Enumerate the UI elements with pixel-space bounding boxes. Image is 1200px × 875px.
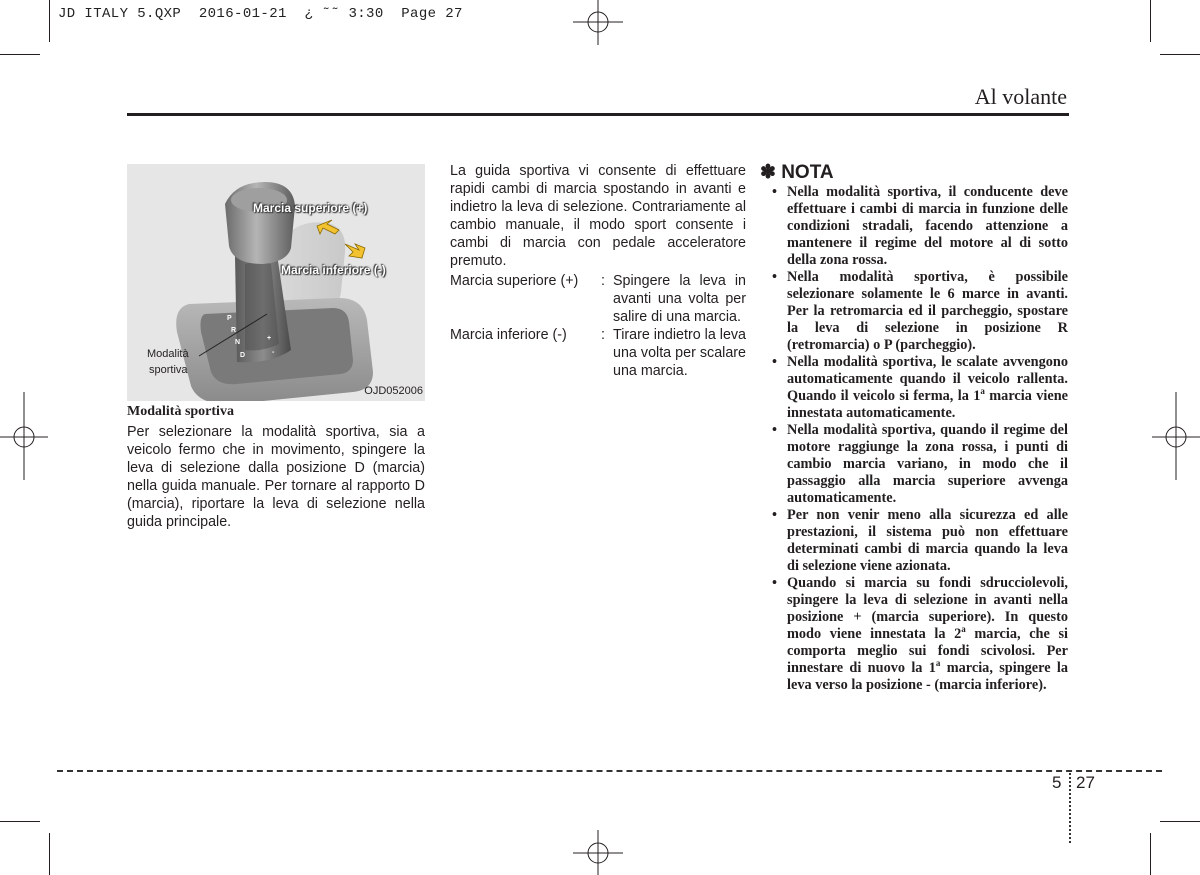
print-slug: JD ITALY 5.QXP 2016-01-21 ¿ ˜˜ 3:30 Page 27 — [58, 6, 463, 22]
column1-paragraph: Per selezionare la modalità sportiva, sia a veicolo fermo che in movimento, spingere la leva di selezione dalla posizione D (marcia) nella guida manuale. Per tornare al rapporto D (marcia), riportare la leva di selezione nella guida principale. — [127, 424, 425, 530]
nota-item: • Quando si marcia su fondi sdrucciolevoli, spingere la leva di selezione in avanti nella posizione + (marcia superiore). In questo modo viene innestata la 2$^a$ marcia, che si comporta meglio sui fondi scivolosi. Per innestare di nuovo la 1$^a$ marcia, spingere la leva verso la posizione - (marcia inferiore). — [770, 575, 1068, 694]
nota-heading: ✽ NOTA — [760, 162, 834, 183]
caption-title: Modalità sportiva — [127, 404, 234, 419]
column2-paragraph: La guida sportiva vi consente di effettuare rapidi cambi di marcia spostando in avanti e indietro la leva di selezione. Contrariamente al cambio manuale, il modo sport consente i cambi di marcia con pedale acceleratore premuto. — [450, 163, 746, 269]
figure-label-downshift: Marcia inferiore (-) — [281, 263, 386, 277]
figure-code: OJD052006 — [364, 385, 423, 397]
gate-letter-minus: - — [272, 349, 275, 356]
nota-item: • Nella modalità sportiva, il conducente deve effettuare i cambi di marcia in funzione delle condizioni stradali, facendo attenzione a mantenere il regime del motore al di sotto della zona rossa. — [770, 184, 1068, 269]
gate-letter-n: N — [235, 339, 241, 346]
shift-definitions — [450, 272, 746, 380]
gate-letter-r: R — [231, 327, 237, 334]
figure-label-sport-2: sportiva — [149, 364, 188, 376]
arrow-down-icon — [345, 244, 365, 258]
page-number: 27 — [1076, 773, 1095, 792]
gear-lever-figure — [127, 164, 425, 401]
nota-item: • Nella modalità sportiva, quando il regime del motore raggiunge la zona rossa, i punti di cambio marcia variano, in modo che il passaggio alla marcia superiore avvenga automaticamente. — [770, 422, 1068, 507]
figure-label-sport-1: Modalità — [147, 348, 189, 360]
gate-letter-plus: + — [267, 335, 272, 342]
definition-term: Marcia superiore (+) — [450, 273, 579, 289]
nota-list — [770, 184, 1068, 694]
footer-divider — [1069, 773, 1071, 843]
definition-term: Marcia inferiore (-) — [450, 327, 567, 343]
gate-letter-p: P — [227, 315, 232, 322]
nota-item: • Nella modalità sportiva, è possibile selezionare solamente le 6 marce in avanti. Per la retromarcia ed il parcheggio, spostare la leva di selezione in posizione R (retromarcia) o P (parcheggio). — [770, 269, 1068, 354]
definition-desc: Spingere la leva in avanti una volta per salire di una marcia. — [613, 273, 746, 325]
header-rule — [127, 113, 1069, 116]
definition-upshift: Marcia superiore (+) : Spingere la leva in avanti una volta per salire di una marcia. — [450, 273, 746, 325]
section-title: Al volante — [974, 84, 1067, 109]
definition-downshift: Marcia inferiore (-) : Tirare indietro la leva una volta per scalare una marcia. — [450, 327, 746, 379]
nota-item: • Per non venir meno alla sicurezza ed alle prestazioni, il sistema può non effettuare determinati cambi di marcia quando la leva di selezione viene azionata. — [770, 507, 1068, 575]
gate-letter-d: D — [240, 352, 246, 359]
footer-rule — [57, 770, 1162, 772]
figure-label-upshift: Marcia superiore (+) — [253, 201, 368, 215]
definition-desc: Tirare indietro la leva una volta per scalare una marcia. — [613, 327, 746, 379]
nota-item: • Nella modalità sportiva, le scalate avvengono automaticamente quando il veicolo rallenta. Quando il veicolo si ferma, la 1$^a$ marcia viene innestata automaticamente. — [770, 354, 1068, 422]
section-number: 5 — [1052, 773, 1062, 792]
